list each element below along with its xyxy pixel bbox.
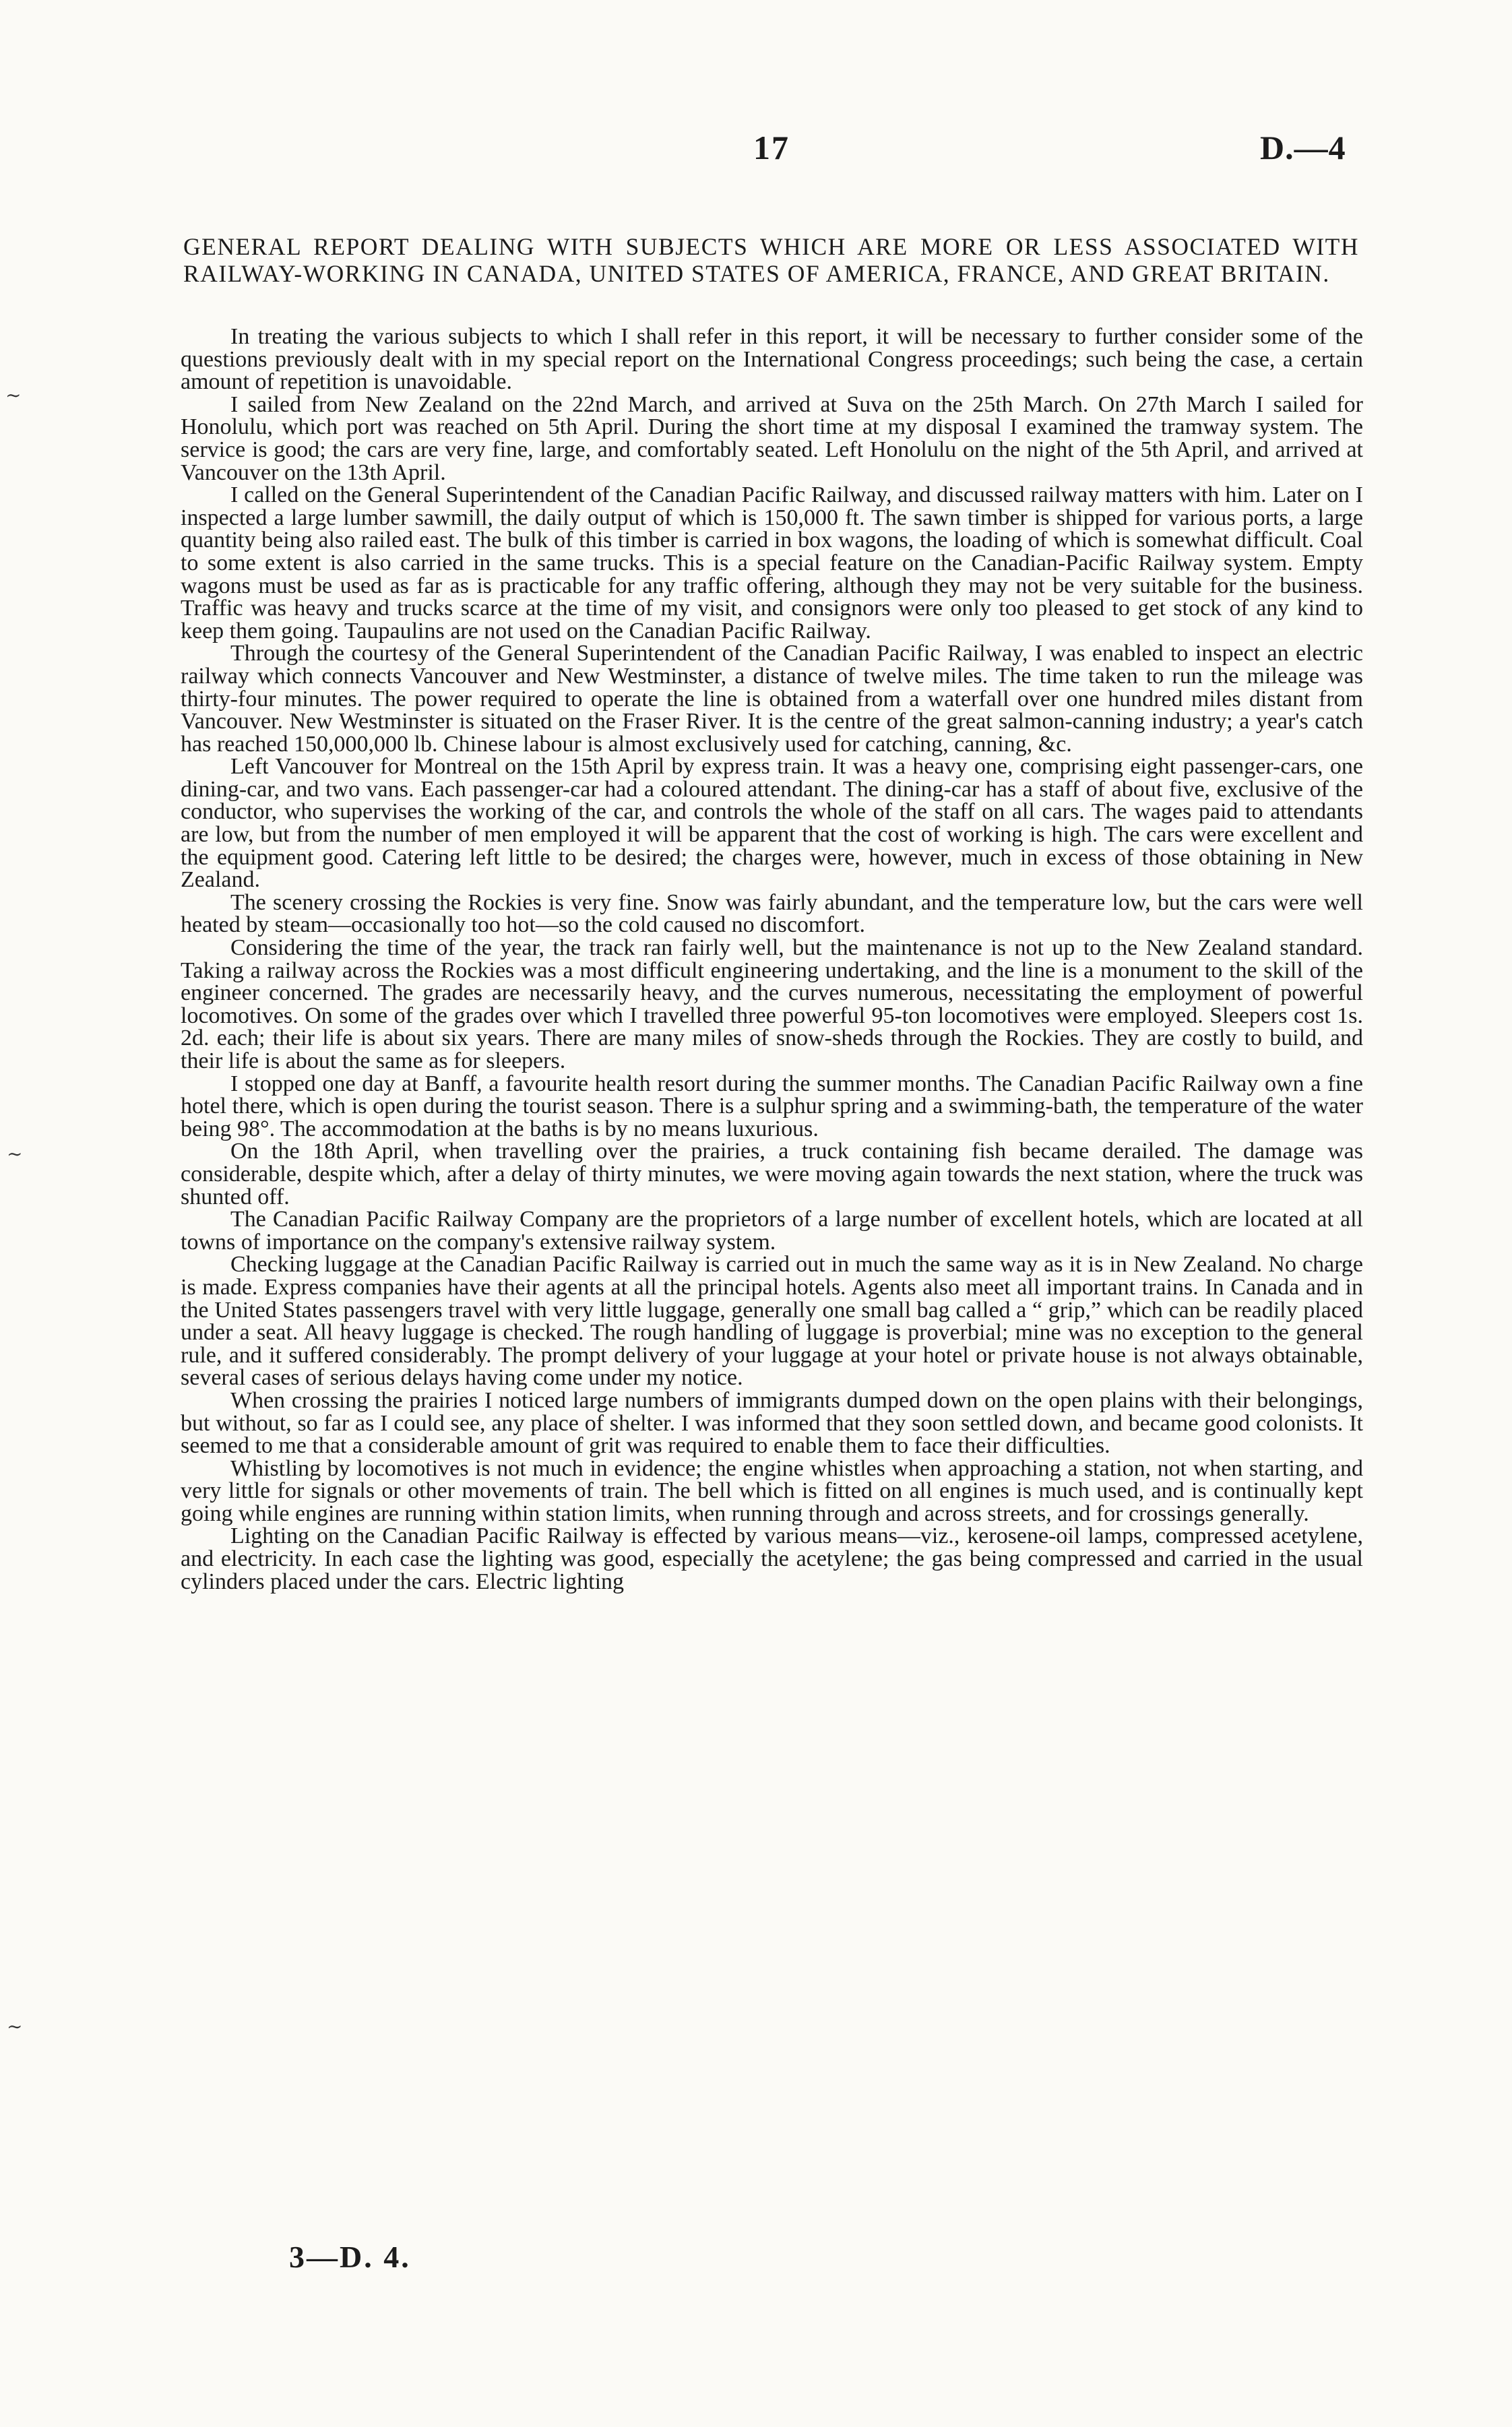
document-reference: D.—4	[1260, 129, 1346, 166]
margin-tick-mark: ∼	[5, 385, 22, 406]
paragraph-rockies-scenery: The scenery crossing the Rockies is very fine. Snow was fairly abundant, and the temperature low, but the cars were well heated by steam—occasionally too hot—so the cold caused no discomfort.	[181, 889, 1363, 938]
paragraph-intro: In treating the various subjects to which I shall refer in this report, it will be necessary to further consider some of the questions previously dealt with in my special report on the International Congress proceedings; such being the case, a certain amount of repetition is unavoidable.	[181, 324, 1363, 395]
paragraph-electric-railway: Through the courtesy of the General Superintendent of the Canadian Pacific Railway, I was enabled to inspect an electric railway which connects Vancouver and New Westminster, a distance of twelve miles. The time taken to run the mileage was thirty-four minutes. The power required to operate the line is obtained from a waterfall over one hundred miles distant from Vancouver. New Westminster is situated on the Fraser River. It is the centre of the great salmon-canning industry; a year's catch has reached 150,000,000 lb. Chinese labour is almost exclusively used for catching, canning, &c.	[181, 641, 1363, 757]
paragraph-express-train: Left Vancouver for Montreal on the 15th April by express train. It was a heavy one, comprising eight passenger-cars, one dining-car, and two vans. Each passenger-car had a coloured attendant. The dining-car has a staff of about five, exclusive of the conductor, who supervises the working of the car, and controls the whole of the staff on all cars. The wages paid to attendants are low, but from the number of men employed it will be apparent that the cost of working is high. The cars were excellent and the equipment good. Catering left little to be desired; the charges were, however, much in excess of those obtaining in New Zealand.	[181, 754, 1363, 893]
paragraph-vancouver-lumber: I called on the General Superintendent of the Canadian Pacific Railway, and discussed railway matters with him. Later on I inspected a large lumber sawmill, the daily output of which is 150,000 ft. The sawn timber is shipped for various ports, a large quantity being also railed east. The bulk of this timber is carried in box wagons, the loading of which is somewhat difficult. Coal to some extent is also carried in the same trucks. This is a special feature on the Canadian-Pacific Railway system. Empty wagons must be used as far as is practicable for any traffic offering, although they may not be very suitable for the business. Traffic was heavy and trucks scarce at the time of my visit, and consignors were only too pleased to get stock of any kind to keep them going. Taupaulins are not used on the Canadian Pacific Railway.	[181, 482, 1363, 643]
paragraph-immigrants: When crossing the prairies I noticed large numbers of immigrants dumped down on the open plains with their belongings, but without, so far as I could see, any place of shelter. I was informed that they soon settled down, and became good colonists. It seemed to me that a considerable amount of grit was required to enable them to face their difficulties.	[181, 1387, 1363, 1459]
paragraph-lighting: Lighting on the Canadian Pacific Railway is effected by various means—viz., kerosene-oil lamps, compressed acetylene, and electricity. In each case the lighting was good, especially the acetylene; the gas being compressed and carried in the usual cylinders placed under the cars. Electric lighting	[181, 1523, 1363, 1594]
page-header	[0, 128, 1512, 182]
paragraph-hotels: The Canadian Pacific Railway Company are the proprietors of a large number of excellent hotels, which are located at all towns of importance on the company's extensive railway system.	[181, 1207, 1363, 1255]
page-number: 17	[753, 129, 790, 166]
paragraph-luggage: Checking luggage at the Canadian Pacific Railway is carried out in much the same way as it is in New Zealand. No charge is made. Express companies have their agents at all the principal hotels. Agents also meet all important trains. In Canada and in the United States passengers travel with very little luggage, generally one small bag called a “ grip,” which can be readily placed under a seat. All heavy luggage is checked. The rough handling of luggage is proverbial; mine was no exception to the general rule, and it suffered considerably. The prompt delivery of your luggage at your hotel or private house is not always obtainable, several cases of serious delays having come under my notice.	[181, 1252, 1363, 1391]
paragraph-whistling: Whistling by locomotives is not much in evidence; the engine whistles when approaching a station, not when starting, and very little for signals or other movements of train. The bell which is fitted on all engines is much used, and is continually kept going while engines are running within station limits, when running through and across streets, and for crossings generally.	[181, 1455, 1363, 1526]
paragraph-banff: I stopped one day at Banff, a favourite health resort during the summer months. The Canadian Pacific Railway own a fine hotel there, which is open during the tourist season. There is a sulphur spring and a swimming-bath, the temperature of the water being 98°. The accommodation at the baths is by no means luxurious.	[181, 1071, 1363, 1141]
report-body	[181, 325, 1363, 1593]
paragraph-track-maintenance: Considering the time of the year, the track ran fairly well, but the maintenance is not up to the New Zealand standard. Taking a railway across the Rockies was a most difficult engineering undertaking, and the line is a monument to the skill of the engineer concerned. The grades are necessarily heavy, and the curves numerous, necessitating the employment of powerful locomotives. On some of the grades over which I travelled three powerful 95-ton locomotives were employed. Sleepers cost 1s. 2d. each; their life is about six years. There are many miles of snow-sheds through the Rockies. They are costly to build, and their life is about the same as for sleepers.	[181, 935, 1363, 1073]
paragraph-derailment: On the 18th April, when travelling over the prairies, a truck containing fish became derailed. The damage was considerable, despite which, after a delay of thirty minutes, we were moving again towards the next station, where the truck was shunted off.	[181, 1139, 1363, 1209]
footer-signature: 3—D. 4.	[289, 2240, 411, 2274]
margin-tick-mark: ∼	[7, 1144, 23, 1165]
report-title: GENERAL REPORT DEALING WITH SUBJECTS WHICH ARE MORE OR LESS ASSOCIATED WITH RAILWAY-WORKING IN CANADA, UNITED STATES OF AMERICA, FRANCE, AND GREAT BRITAIN.	[183, 233, 1359, 287]
margin-tick-mark: ∼	[7, 2017, 23, 2038]
paragraph-voyage: I sailed from New Zealand on the 22nd March, and arrived at Suva on the 25th March. On 27th March I sailed for Honolulu, which port was reached on 5th April. During the short time at my disposal I examined the tramway system. The service is good; the cars are very fine, large, and comfortably seated. Left Honolulu on the night of the 5th April, and arrived at Vancouver on the 13th April.	[181, 391, 1363, 485]
